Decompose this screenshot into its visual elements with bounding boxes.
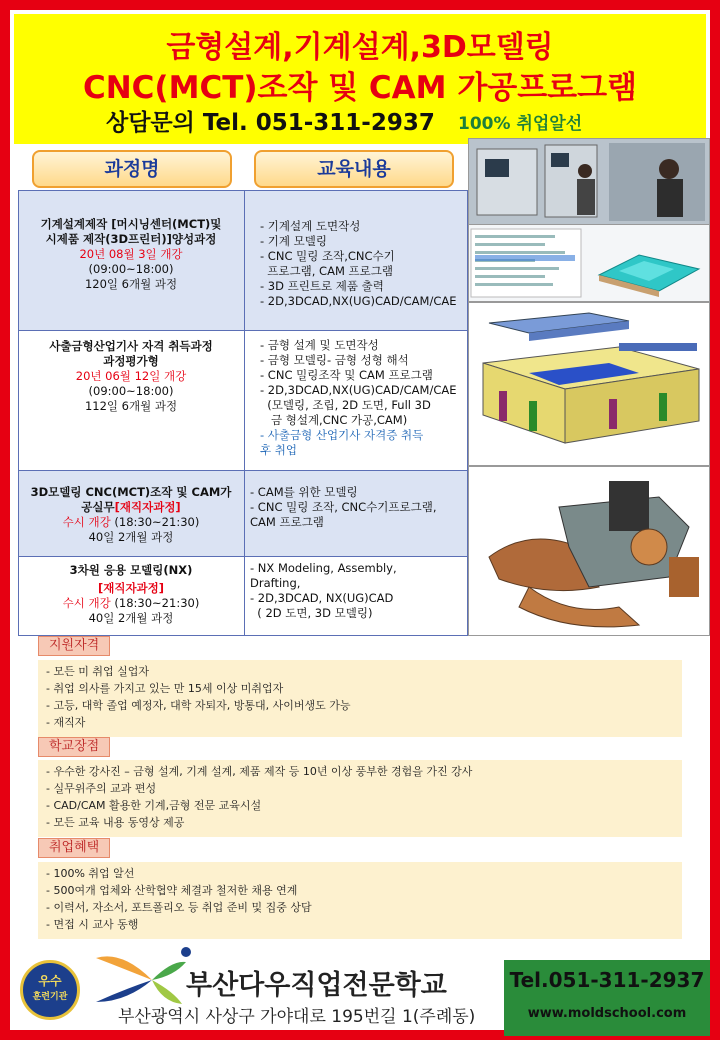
course-table <box>18 146 468 634</box>
table-border <box>18 190 468 636</box>
course-tag: [재직자과정] <box>97 581 165 595</box>
cnc-machine-photo <box>468 138 710 226</box>
support-item: - 취업 의사를 가지고 있는 만 15세 이상 미취업자 <box>46 682 284 695</box>
benefits-item: - 면접 시 교사 동행 <box>46 918 139 931</box>
support-label: 지원자격 <box>38 636 110 656</box>
course-time: (18:30~21:30) <box>114 515 200 529</box>
course-duration: 40일 2개월 과정 <box>88 611 174 625</box>
content-item: 프로그램, CAM 프로그램 <box>260 264 393 278</box>
course-title-1: 3차원 응용 모델링(NX) <box>69 563 193 577</box>
course-date: 20년 06월 12일 개강 <box>75 369 187 383</box>
strengths-item: - 모든 교육 내용 동영상 제공 <box>46 816 185 829</box>
course-title-1: 기계설계제작 [머시닝센터(MCT)및 <box>40 217 222 231</box>
course-title-1: 사출금형산업기사 자격 취득과정 <box>49 339 213 353</box>
content-item: 금 형설계,CNC 가공,CAM) <box>260 413 408 427</box>
footer-tel: Tel.051-311-2937 <box>509 968 705 992</box>
employment-badge: 100% 취업알선 <box>458 114 583 134</box>
course-duration: 40일 2개월 과정 <box>88 530 174 544</box>
contact-box <box>504 960 710 1036</box>
content-item: - CNC 밀링조작 및 CAM 프로그램 <box>260 368 433 382</box>
cam-screen-photo <box>468 224 710 302</box>
school-name: 부산다우직업전문학교 <box>186 970 447 1001</box>
course-title-2: 공실무 <box>81 500 115 514</box>
strengths-item: - CAD/CAM 활용한 기계,금형 전문 교육시설 <box>46 799 262 812</box>
content-item: (모델링, 조립, 2D 도면, Full 3D <box>260 398 431 412</box>
course-date: 수시 개강 <box>62 515 111 529</box>
content-item: - 기계 모델링 <box>260 234 328 248</box>
content-item: - CNC 밀링 조작,CNC수기 <box>260 249 395 263</box>
course-time: (09:00~18:00) <box>88 384 174 398</box>
content-item: - CNC 밀링 조작, CNC수기프로그램, <box>250 500 437 514</box>
excellence-seal-icon: 우수 훈련기관 <box>20 960 80 1020</box>
header-banner <box>14 14 706 144</box>
content-item: - 금형 모델링- 금형 성형 해석 <box>260 353 409 367</box>
course-content-header: 교육내용 <box>254 150 454 188</box>
course-title-2: 시제품 제작(3D프린터)]양성과정 <box>45 232 217 246</box>
strengths-item: - 우수한 강사진 – 금형 설계, 기계 설계, 제품 제작 등 10년 이상 풍부한 경험을 가진 강사 <box>46 765 473 778</box>
support-item: - 재직자 <box>46 716 86 729</box>
course-name-header: 과정명 <box>32 150 232 188</box>
headline-2: CNC(MCT)조작 및 CAM 가공프로그램 <box>82 70 637 106</box>
support-box <box>38 660 682 737</box>
school-address: 부산광역시 사상구 가야대로 195번길 1(주례동) <box>118 1007 476 1027</box>
content-note: 후 취업 <box>260 443 297 457</box>
benefits-label: 취업혜택 <box>38 838 110 858</box>
mold-assembly-model <box>468 302 710 466</box>
benefits-item: - 이력서, 자소서, 포트폴리오 등 취업 준비 및 집중 상담 <box>46 901 312 914</box>
strengths-item: - 실무위주의 교과 편성 <box>46 782 157 795</box>
engine-model <box>468 466 710 636</box>
content-item: Drafting, <box>250 576 301 590</box>
course-tag: [재직자과정] <box>114 500 181 514</box>
course-date: 수시 개강 <box>62 596 111 610</box>
poster <box>10 10 710 1030</box>
support-item: - 고등, 대학 졸업 예정자, 대학 자퇴자, 방통대, 사이버생도 가능 <box>46 699 351 712</box>
course-duration: 112일 6개월 과정 <box>84 399 178 413</box>
content-item: - 3D 프린트로 제품 출력 <box>260 279 384 293</box>
course-time: (18:30~21:30) <box>114 596 200 610</box>
content-item: - 기계설계 도면작성 <box>260 219 361 233</box>
content-item: - CAM를 위한 모델링 <box>250 485 358 499</box>
content-item: - 2D,3DCAD,NX(UG)CAD/CAM/CAE <box>260 383 457 397</box>
support-item: - 모든 미 취업 실업자 <box>46 665 149 678</box>
course-title-2: 과정평가형 <box>103 354 159 368</box>
content-item: CAM 프로그램 <box>250 515 324 529</box>
benefits-item: - 100% 취업 알선 <box>46 867 135 880</box>
content-item: - 2D,3DCAD, NX(UG)CAD <box>250 591 394 605</box>
headline-1: 금형설계,기계설계,3D모델링 <box>166 30 554 65</box>
website-link[interactable]: www.moldschool.com <box>527 1006 687 1021</box>
course-duration: 120일 6개월 과정 <box>84 277 178 291</box>
content-item: - 금형 설계 및 도면작성 <box>260 338 379 352</box>
strengths-label: 학교장점 <box>38 737 110 757</box>
school-logo-icon <box>82 940 192 1010</box>
course-title-1: 3D모델링 CNC(MCT)조작 및 CAM가 <box>30 485 232 499</box>
contact-line: 상담문의 Tel. 051-311-2937 <box>106 110 435 136</box>
benefits-box <box>38 862 682 939</box>
benefits-item: - 500여개 업체와 산학협약 체결과 철저한 채용 연계 <box>46 884 298 897</box>
content-item: ( 2D 도면, 3D 모델링) <box>250 606 373 620</box>
strengths-box <box>38 760 682 837</box>
content-note: - 사출금형 산업기사 자격증 취득 <box>260 428 424 442</box>
course-date: 20년 08월 3일 개강 <box>79 247 183 261</box>
course-time: (09:00~18:00) <box>88 262 174 276</box>
content-item: - 2D,3DCAD,NX(UG)CAD/CAM/CAE <box>260 294 457 308</box>
content-item: - NX Modeling, Assembly, <box>250 561 397 575</box>
